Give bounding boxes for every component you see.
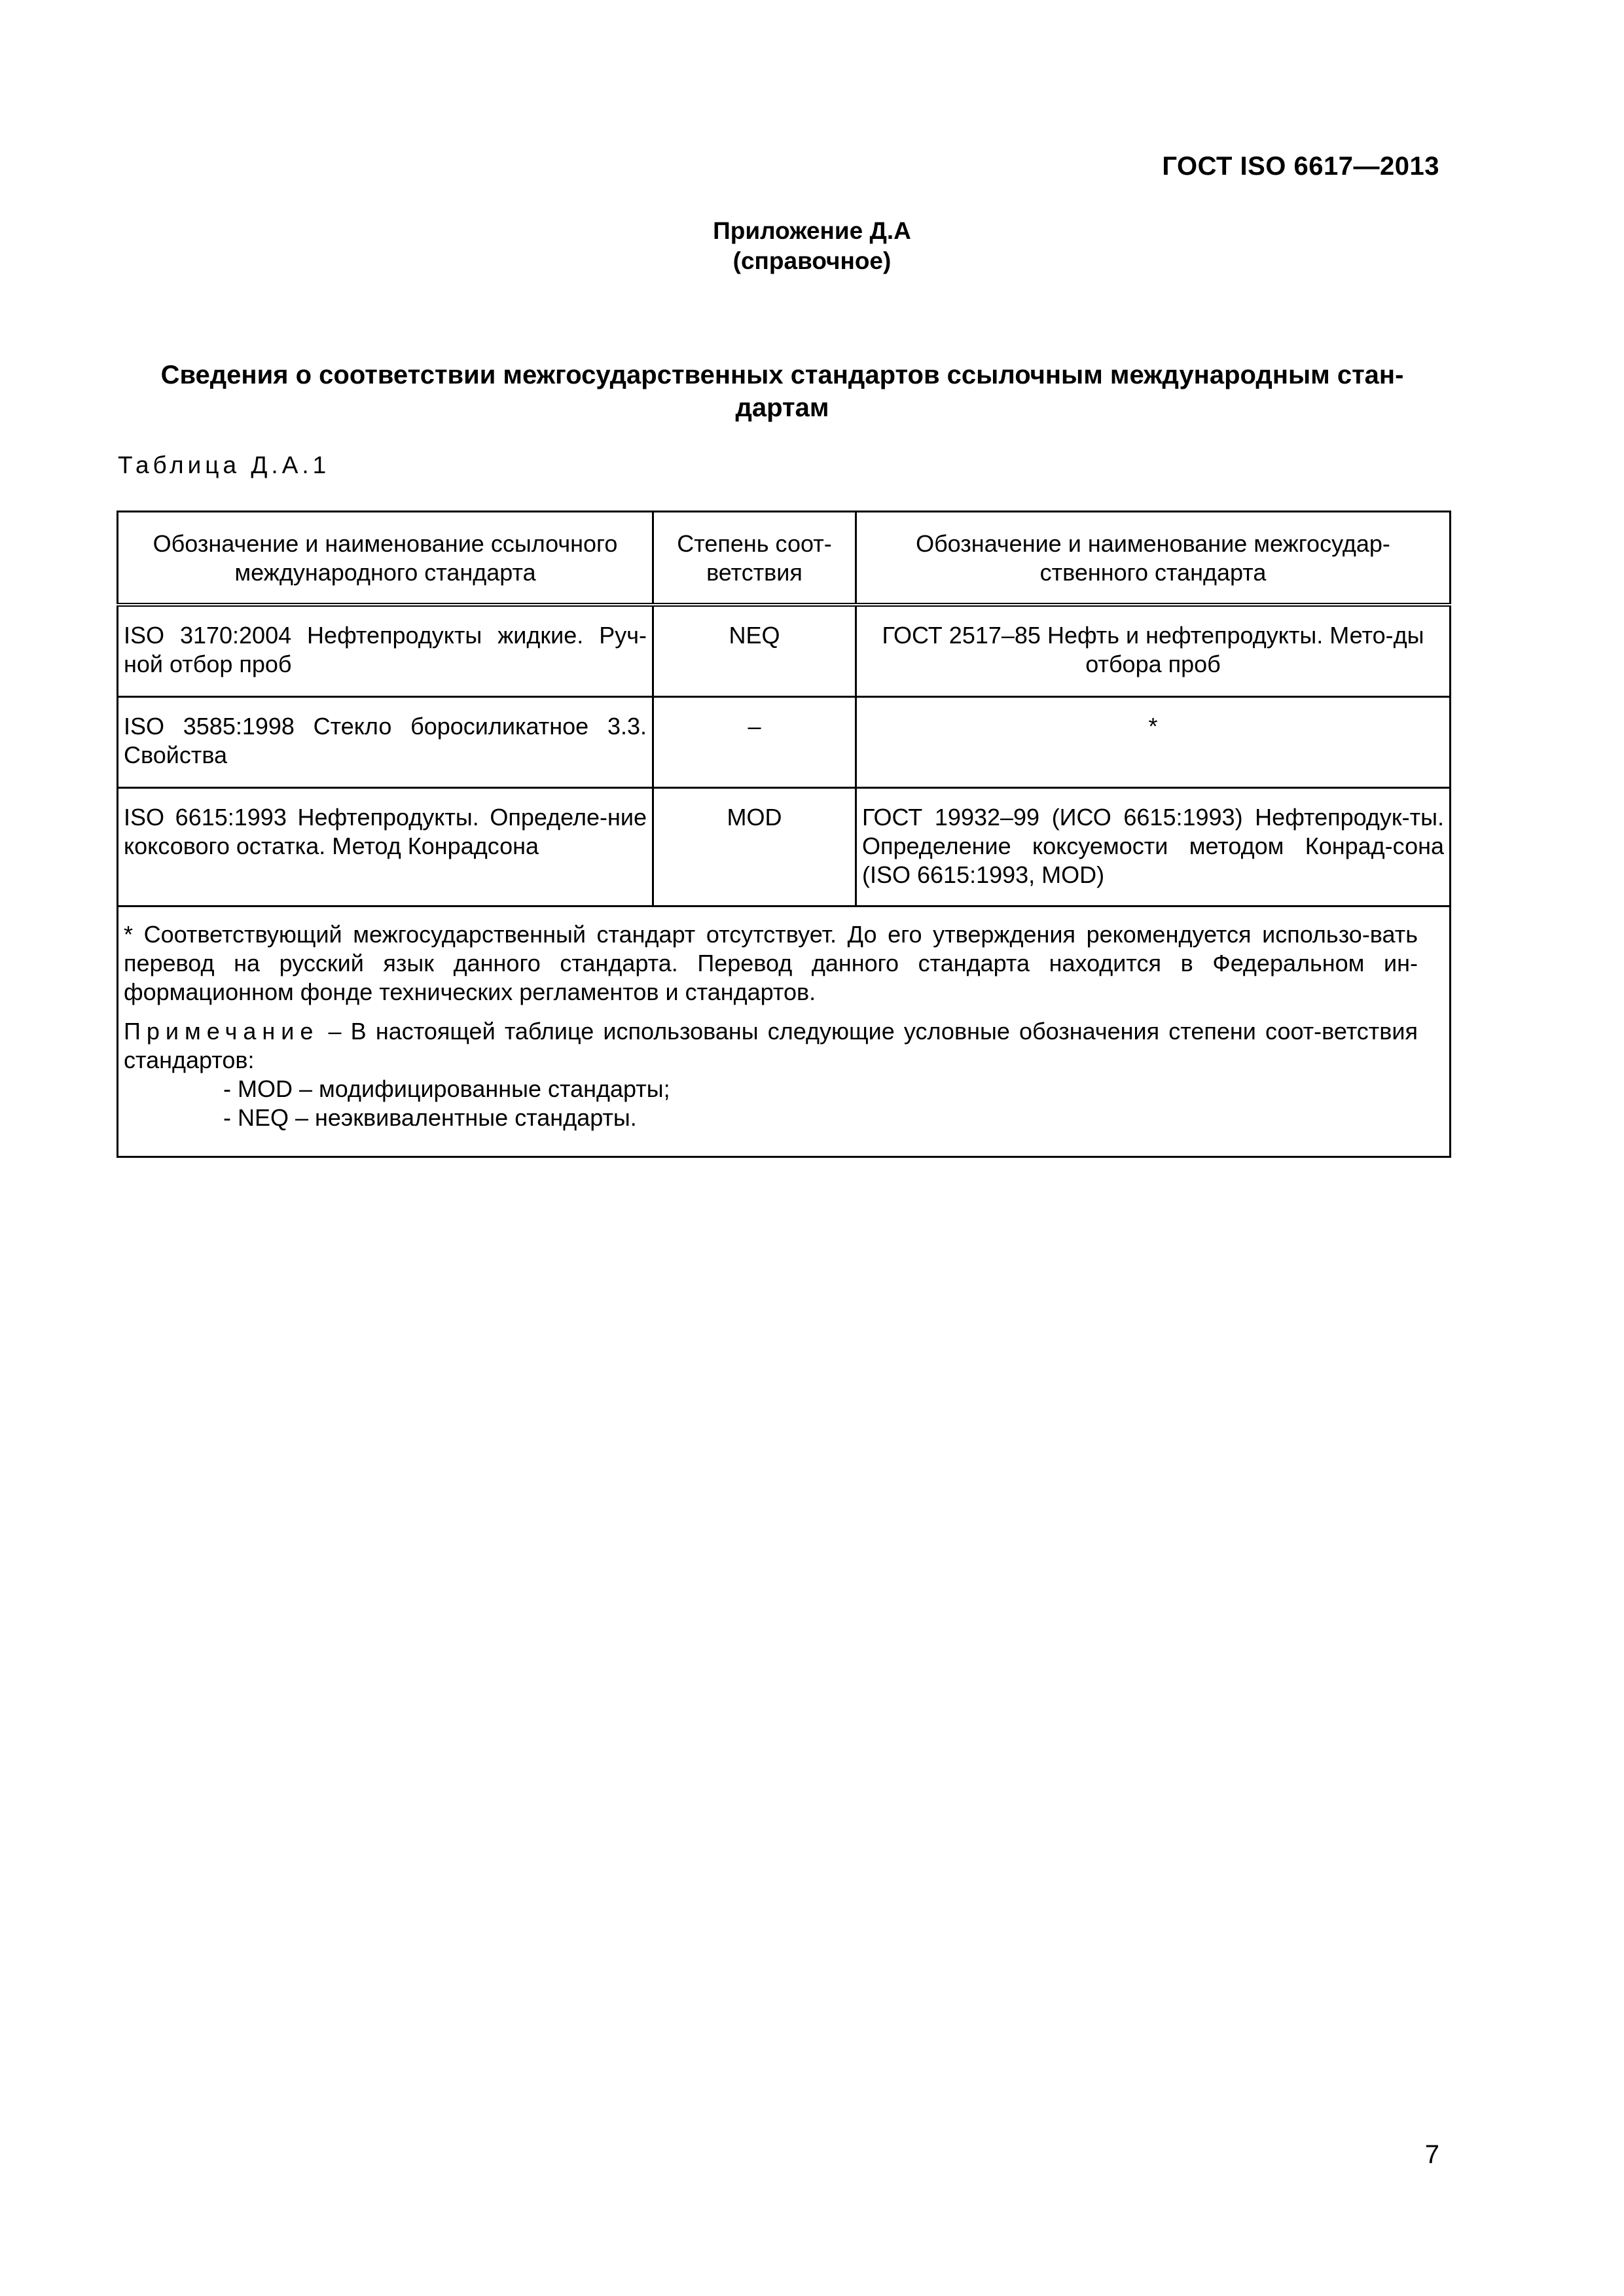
table-label: Таблица Д.А.1 [118, 452, 331, 478]
table-row [118, 697, 1451, 788]
table-row [118, 788, 1451, 906]
appendix-heading [0, 216, 1624, 276]
section-title-line-1: Сведения о соответствии межгосударственных стандартов ссылочным международным стан- [160, 361, 1404, 389]
section-title [118, 359, 1447, 424]
cell-international-standard: ISO 3585:1998 Стекло боросиликатное 3.3. Свойства [118, 697, 653, 788]
cell-international-standard: ISO 6615:1993 Нефтепродукты. Определе-ние коксового остатка. Метод Конрадсона [118, 788, 653, 906]
footnote-text: * Соответствующий межгосударственный стандарт отсутствует. До его утверждения рекомендуется использо-вать перевод на русский язык данного стандарта. Перевод данного стандарта находится в Федеральном ин-формационном фонде технических регламентов и стандартов. [124, 921, 1418, 1005]
note-label: Примечание [124, 1018, 319, 1045]
correspondence-table [117, 511, 1451, 1158]
cell-interstate-standard: ГОСТ 2517–85 Нефть и нефтепродукты. Мето-ды отбора проб [856, 605, 1451, 697]
cell-interstate-standard: ГОСТ 19932–99 (ИСО 6615:1993) Нефтепродук-ты. Определение коксуемости методом Конрад-сона (ISO 6615:1993, MOD) [856, 788, 1451, 906]
appendix-subtitle: (справочное) [732, 247, 892, 274]
table-header-row [118, 512, 1451, 605]
header-interstate-standard: Обозначение и наименование межгосудар-ственного стандарта [856, 512, 1451, 605]
table-footnote-cell [118, 906, 1451, 1157]
cell-interstate-standard: * [856, 697, 1451, 788]
note-item: - MOD – модифицированные стандарты; [223, 1075, 670, 1102]
appendix-title: Приложение Д.А [713, 217, 911, 244]
document-code: ГОСТ ISO 6617—2013 [1162, 152, 1439, 181]
header-degree-of-correspondence: Степень соот-ветствия [653, 512, 856, 605]
cell-international-standard: ISO 3170:2004 Нефтепродукты жидкие. Руч-ной отбор проб [118, 605, 653, 697]
cell-degree: NEQ [653, 605, 856, 697]
note-paragraph [124, 1017, 1418, 1075]
header-international-standard: Обозначение и наименование ссылочного международного стандарта [118, 512, 653, 605]
cell-degree: – [653, 697, 856, 788]
cell-degree: MOD [653, 788, 856, 906]
table-row [118, 605, 1451, 697]
note-item: - NEQ – неэквивалентные стандарты. [223, 1104, 637, 1131]
note-text: – В настоящей таблице использованы следующие условные обозначения степени соот-ветствия стандартов: [124, 1018, 1418, 1073]
section-title-line-2: дартам [735, 393, 829, 422]
page-number: 7 [1424, 2140, 1439, 2169]
table-footnote-row [118, 906, 1451, 1157]
